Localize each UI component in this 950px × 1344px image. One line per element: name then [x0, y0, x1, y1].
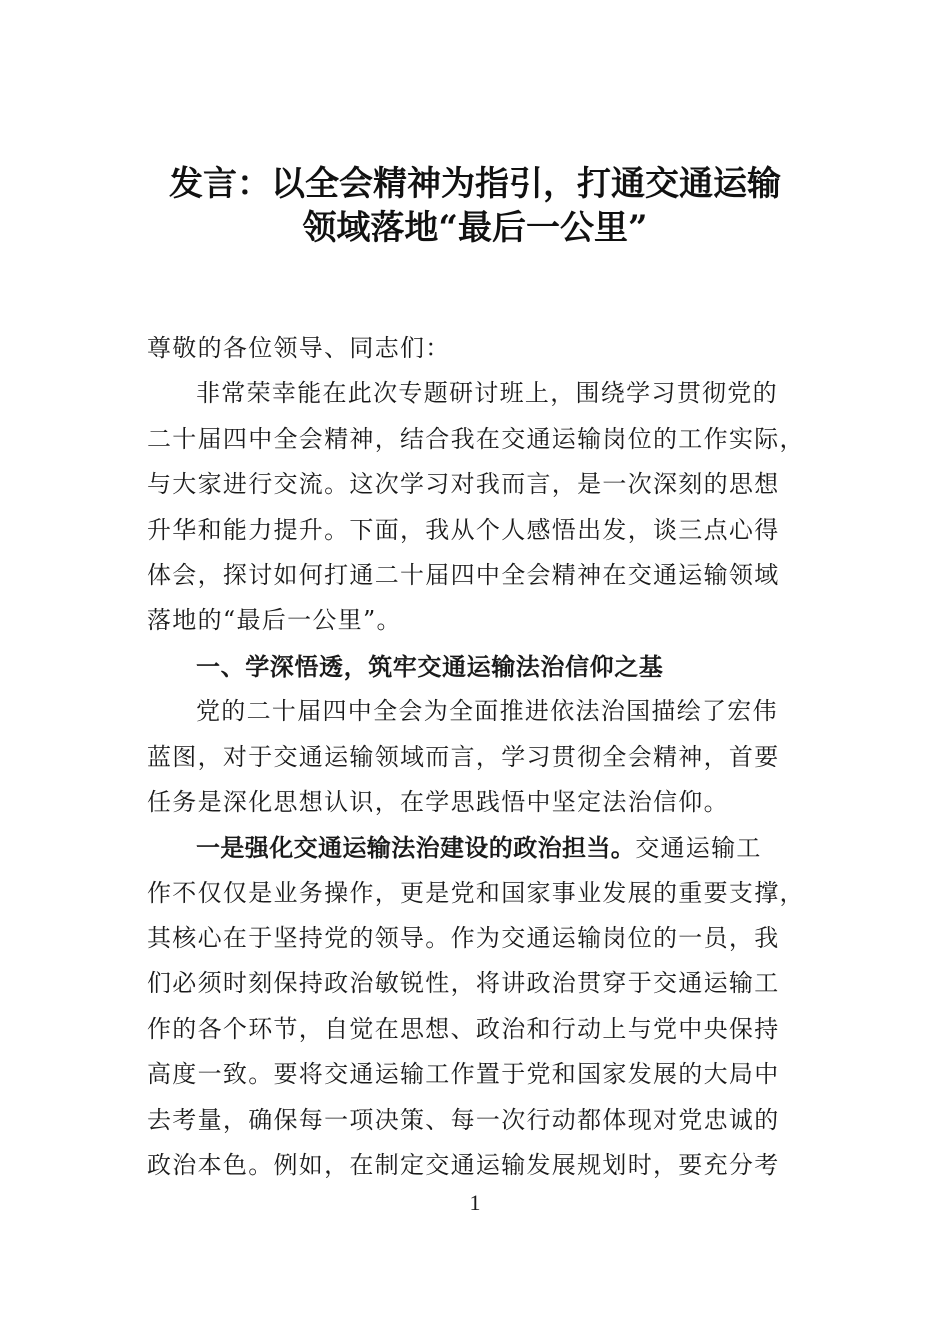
paragraph-line: 党的二十届四中全会为全面推进依法治国描绘了宏伟	[196, 697, 778, 726]
paragraph-line: 与大家进行交流。这次学习对我而言，是一次深刻的思想	[147, 470, 780, 499]
salutation: 尊敬的各位领导、同志们：	[147, 334, 451, 362]
paragraph-line: 任务是深化思想认识，在学思践悟中坚定法治信仰。	[147, 787, 729, 816]
document-title-line-1: 发言：以全会精神为指引，打通交通运输	[169, 164, 781, 204]
point-text: 交通运输工	[635, 834, 762, 863]
paragraph-line: 作不仅仅是业务操作，更是党和国家事业发展的重要支撑，	[147, 878, 805, 907]
page-number: 1	[469, 1190, 481, 1215]
paragraph-line: 二十届四中全会精神，结合我在交通运输岗位的工作实际，	[147, 424, 805, 453]
paragraph-line: 落地的“最后一公里”。	[147, 606, 402, 635]
paragraph-line: 作的各个环节，自觉在思想、政治和行动上与党中央保持	[147, 1014, 780, 1043]
paragraph-line: 升华和能力提升。下面，我从个人感悟出发，谈三点心得	[147, 515, 780, 544]
paragraph-line: 非常荣幸能在此次专题研讨班上，围绕学习贯彻党的	[196, 379, 778, 408]
paragraph-line: 体会，探讨如何打通二十届四中全会精神在交通运输领域	[147, 560, 780, 589]
paragraph-line: 高度一致。要将交通运输工作置于党和国家发展的大局中	[147, 1060, 780, 1089]
paragraph-line	[147, 825, 807, 870]
document-body	[147, 326, 807, 1188]
document-title-line-2: 领域落地“最后一公里”	[302, 208, 648, 248]
paragraph-line: 其核心在于坚持党的领导。作为交通运输岗位的一员，我	[147, 924, 780, 953]
point-lead: 一是强化交通运输法治建设的政治担当。	[196, 833, 636, 863]
paragraph-line: 政治本色。例如，在制定交通运输发展规划时，要充分考	[147, 1151, 780, 1180]
paragraph-line: 蓝图，对于交通运输领域而言，学习贯彻全会精神，首要	[147, 742, 780, 771]
paragraph-line: 们必须时刻保持政治敏锐性，将讲政治贯穿于交通运输工	[147, 969, 780, 998]
paragraph-line: 去考量，确保每一项决策、每一次行动都体现对党忠诚的	[147, 1105, 780, 1134]
section-heading: 一、学深悟透，筑牢交通运输法治信仰之基	[196, 651, 664, 681]
